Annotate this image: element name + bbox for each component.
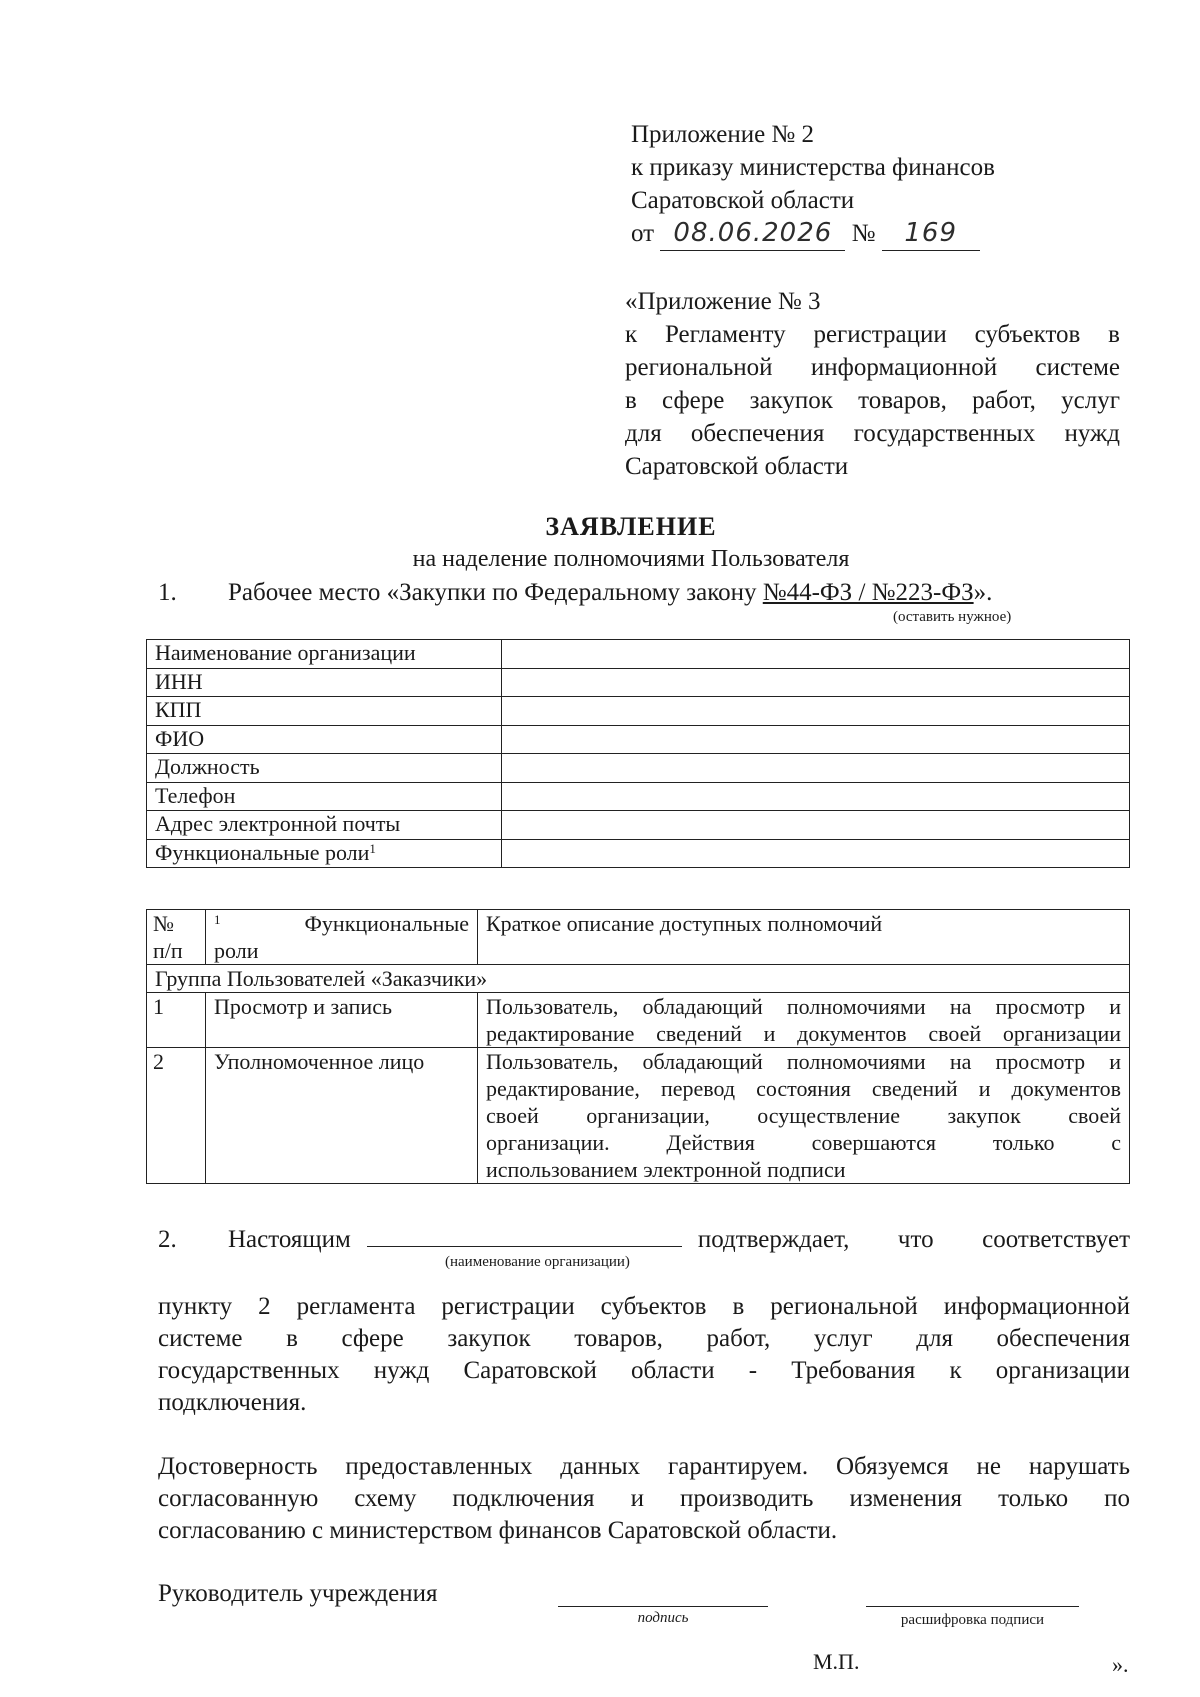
- regulation-line-5: для обеспечения государственных нужд: [625, 420, 1120, 447]
- item-2-word: Настоящим: [228, 1226, 351, 1253]
- table-row: [147, 640, 1130, 669]
- org-field-label: ИНН: [147, 668, 502, 697]
- item-2-number: 2.: [158, 1226, 177, 1253]
- role-number: 2: [147, 1048, 206, 1184]
- document-subtitle: на наделение полномочиями Пользователя: [412, 546, 850, 572]
- item-2-line: пункту 2 регламента регистрации субъектов в региональной информационной: [158, 1293, 1130, 1320]
- org-field-label: Должность: [147, 754, 502, 783]
- role-desc-line: Пользователь, обладающий полномочиями на просмотр и: [486, 994, 1121, 1019]
- col-role-line-1: Функциональные: [304, 911, 469, 936]
- table-row: [147, 811, 1130, 840]
- item-1-number: 1.: [158, 579, 177, 606]
- org-name-note: (наименование организации): [445, 1254, 630, 1270]
- date-prefix: от: [631, 220, 655, 247]
- table-row: [147, 725, 1130, 754]
- col-role-line-1-wrap: [214, 910, 469, 937]
- table-row: [147, 1048, 1130, 1184]
- org-field-label: Наименование организации: [147, 640, 502, 669]
- table-row: [147, 697, 1130, 726]
- guarantee-line: согласованию с министерством финансов Саратовской области.: [158, 1517, 838, 1544]
- organization-table: [146, 639, 1130, 868]
- decode-caption: расшифровка подписи: [900, 1612, 1045, 1628]
- table-row: [147, 782, 1130, 811]
- item-2-line: государственных нужд Саратовской области - Требования к организации: [158, 1357, 1130, 1384]
- order-number: 169: [882, 217, 980, 251]
- signature-caption: подпись: [637, 1610, 689, 1626]
- org-field-value[interactable]: [502, 668, 1130, 697]
- org-field-label: Телефон: [147, 782, 502, 811]
- decode-line[interactable]: [866, 1606, 1079, 1607]
- item-2-tail: подтверждает, что соответствует: [697, 1226, 1130, 1253]
- role-name: Просмотр и запись: [206, 993, 478, 1048]
- footnote-mark: 1: [369, 840, 376, 856]
- org-field-label: Адрес электронной почты: [147, 811, 502, 840]
- item-1-tail: ».: [973, 579, 993, 606]
- annex-line-3: Саратовской области: [631, 187, 855, 214]
- role-desc-line: редактирование сведений и документов своей организации: [486, 1021, 1121, 1046]
- law-options: №44-ФЗ / №223-ФЗ: [762, 579, 974, 606]
- org-field-value[interactable]: [502, 754, 1130, 783]
- org-field-value[interactable]: [502, 811, 1130, 840]
- col-role-header: [206, 910, 478, 965]
- regulation-line-1: «Приложение № 3: [625, 288, 821, 315]
- role-number: 1: [147, 993, 206, 1048]
- org-field-label: [147, 839, 502, 868]
- item-1: [158, 577, 992, 609]
- annex-line-1: Приложение № 2: [631, 121, 815, 148]
- guarantee-line: согласованную схему подключения и производить изменения только по: [158, 1485, 1130, 1512]
- annex-line-2: к приказу министерства финансов: [631, 154, 995, 181]
- org-field-value[interactable]: [502, 782, 1130, 811]
- law-options-note: (оставить нужное): [893, 609, 1012, 625]
- org-field-value[interactable]: [502, 640, 1130, 669]
- signature-line[interactable]: [558, 1606, 768, 1607]
- role-description: [478, 1048, 1130, 1184]
- col-number-line-1: №: [153, 911, 174, 936]
- signature-label: Руководитель учреждения: [158, 1580, 438, 1607]
- number-sign: №: [851, 220, 876, 247]
- closing-quote: ».: [1112, 1652, 1129, 1677]
- col-desc-header: Краткое описание доступных полномочий: [478, 910, 1130, 965]
- regulation-header: [625, 285, 1120, 483]
- annex-date-line: [631, 217, 1051, 251]
- col-number-header: [147, 910, 206, 965]
- org-field-value[interactable]: [502, 839, 1130, 868]
- guarantee-paragraph: [158, 1451, 1130, 1547]
- roles-label: Функциональные роли: [155, 839, 370, 865]
- org-field-value[interactable]: [502, 697, 1130, 726]
- role-desc-line: своей организации, осуществление закупок своей: [486, 1103, 1121, 1128]
- org-field-label: ФИО: [147, 725, 502, 754]
- col-role-line-2: роли: [214, 938, 259, 963]
- table-row: [147, 754, 1130, 783]
- item-2: [158, 1222, 1130, 1256]
- role-description: [478, 993, 1130, 1048]
- regulation-line-2: к Регламенту регистрации субъектов в: [625, 321, 1120, 348]
- table-header-row: [147, 910, 1130, 965]
- item-2-line: системе в сфере закупок товаров, работ, услуг для обеспечения: [158, 1325, 1130, 1352]
- col-role-footnote: 1: [214, 912, 221, 927]
- regulation-line-3: региональной информационной системе: [625, 354, 1120, 381]
- org-field-value[interactable]: [502, 725, 1130, 754]
- group-row: [147, 965, 1130, 993]
- role-desc-line: Пользователь, обладающий полномочиями на просмотр и: [486, 1049, 1121, 1074]
- roles-table: [146, 909, 1130, 1184]
- item-2-paragraph: [158, 1291, 1130, 1419]
- regulation-line-4: в сфере закупок товаров, работ, услуг: [625, 387, 1120, 414]
- role-desc-line: редактирование, перевод состояния сведений и документов: [486, 1076, 1121, 1101]
- annex-header: [631, 118, 1051, 251]
- table-row: [147, 839, 1130, 868]
- item-1-text: Рабочее место «Закупки по Федеральному закону: [228, 579, 757, 606]
- org-name-blank[interactable]: [367, 1222, 682, 1247]
- stamp-place: М.П.: [813, 1649, 860, 1674]
- role-name: Уполномоченное лицо: [206, 1048, 478, 1184]
- document-title: ЗАЯВЛЕНИЕ: [545, 512, 717, 541]
- guarantee-line: Достоверность предоставленных данных гарантируем. Обязуемся не нарушать: [158, 1453, 1130, 1480]
- order-date: 08.06.2026: [660, 217, 845, 251]
- table-row: [147, 668, 1130, 697]
- role-desc-line: использованием электронной подписи: [486, 1157, 846, 1182]
- table-row: [147, 993, 1130, 1048]
- regulation-line-6: Саратовской области: [625, 453, 849, 480]
- org-field-label: КПП: [147, 697, 502, 726]
- col-number-line-2: п/п: [153, 938, 183, 963]
- item-2-line: подключения.: [158, 1389, 307, 1416]
- group-label: Группа Пользователей «Заказчики»: [147, 965, 1130, 993]
- role-desc-line: организации. Действия совершаются только с: [486, 1130, 1121, 1155]
